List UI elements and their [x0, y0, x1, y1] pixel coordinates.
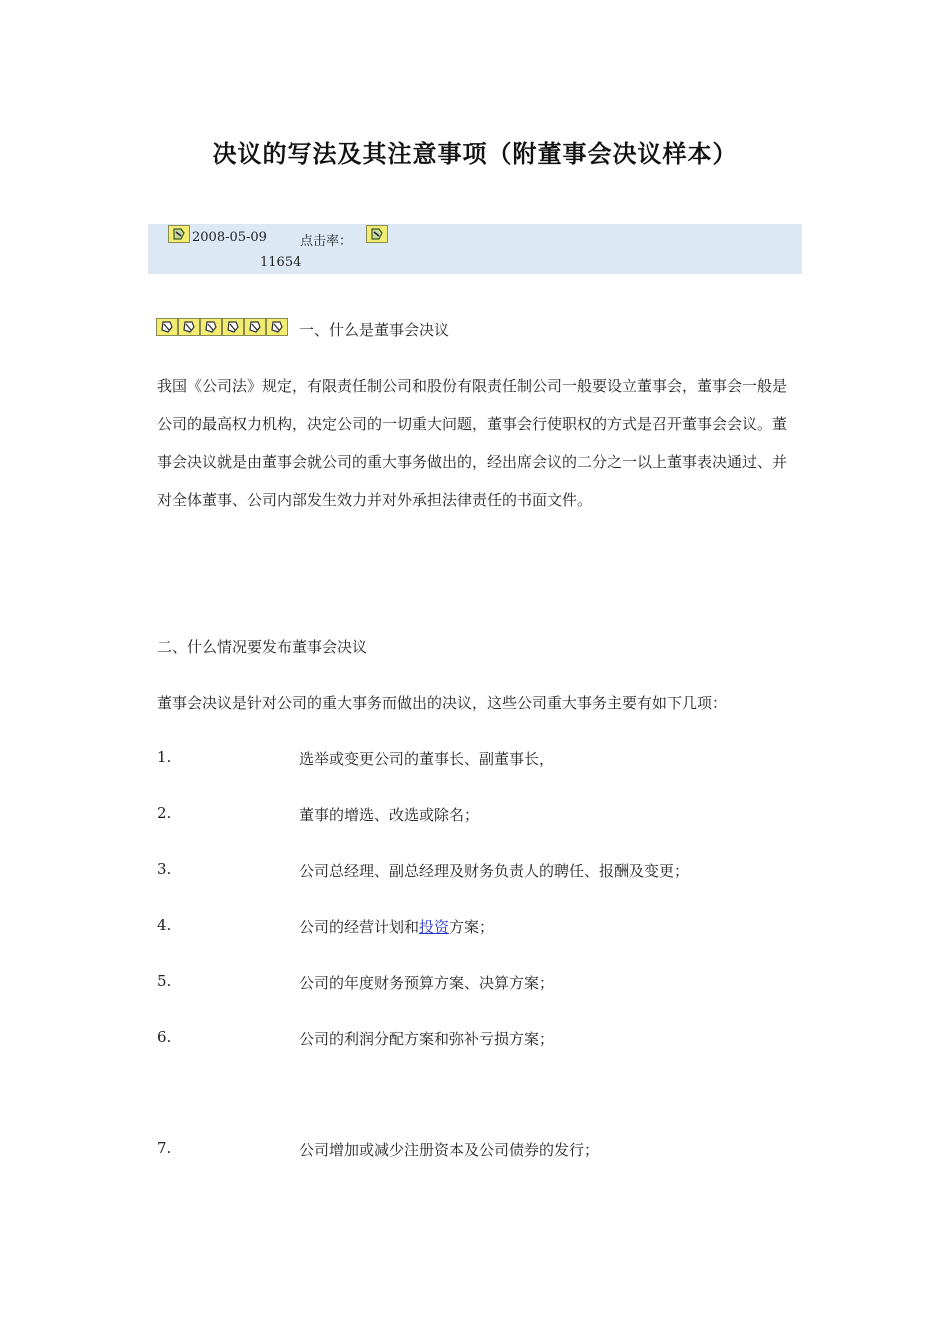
list-item: 公司增加或减少注册资本及公司债券的发行； — [299, 1141, 600, 1159]
list-number: 1. — [157, 748, 172, 766]
list-number: 5. — [157, 972, 172, 990]
paragraph: 董事会决议是针对公司的重大事务而做出的决议，这些公司重大事务主要有如下几项： — [157, 694, 728, 712]
list-item-text: 方案； — [449, 918, 495, 936]
broken-image-icon — [200, 318, 222, 336]
broken-image-icon — [366, 225, 388, 243]
broken-image-icon — [156, 318, 178, 336]
paragraph: 我国《公司法》规定，有限责任制公司和股份有限责任制公司一般要设立董事会，董事会一般是公司的最高权力机构，决定公司的一切重大问题，董事会行使职权的方式是召开董事会会议。董事会决议就是由董事会就公司的重大事务做出的，经出席会议的二分之一以上董事表决通过、并对全体董事、公司内部发生效力并对外承担法律责任的书面文件。 — [157, 377, 788, 509]
list-item-text: 公司的经营计划和 — [299, 918, 420, 936]
section-heading: 一、什么是董事会决议 — [299, 321, 450, 339]
list-item: 公司的利润分配方案和弥补亏损方案； — [299, 1030, 555, 1048]
list-number: 4. — [157, 916, 172, 934]
list-number: 6. — [157, 1028, 172, 1046]
list-item: 公司总经理、副总经理及财务负责人的聘任、报酬及变更； — [299, 862, 690, 880]
list-item — [299, 916, 494, 937]
publish-date: 2008-05-09 — [192, 230, 267, 245]
clicks-label: 点击率： — [300, 234, 353, 249]
broken-image-icon — [244, 318, 266, 336]
investment-link[interactable]: 投资 — [419, 918, 450, 936]
decorative-icon-row — [156, 318, 288, 336]
broken-image-icon — [222, 318, 244, 336]
broken-image-icon — [266, 318, 288, 336]
broken-image-icon — [178, 318, 200, 336]
page-title: 决议的写法及其注意事项（附董事会决议样本） — [212, 139, 738, 168]
section-heading: 二、什么情况要发布董事会决议 — [157, 638, 368, 656]
list-item: 公司的年度财务预算方案、决算方案； — [299, 974, 555, 992]
list-number: 2. — [157, 804, 172, 822]
list-number: 3. — [157, 860, 172, 878]
list-item: 董事的增选、改选或除名； — [299, 806, 480, 824]
list-number: 7. — [157, 1139, 172, 1157]
clicks-count: 11654 — [260, 255, 302, 270]
broken-image-icon — [168, 225, 190, 243]
list-item: 选举或变更公司的董事长、副董事长， — [299, 750, 555, 768]
